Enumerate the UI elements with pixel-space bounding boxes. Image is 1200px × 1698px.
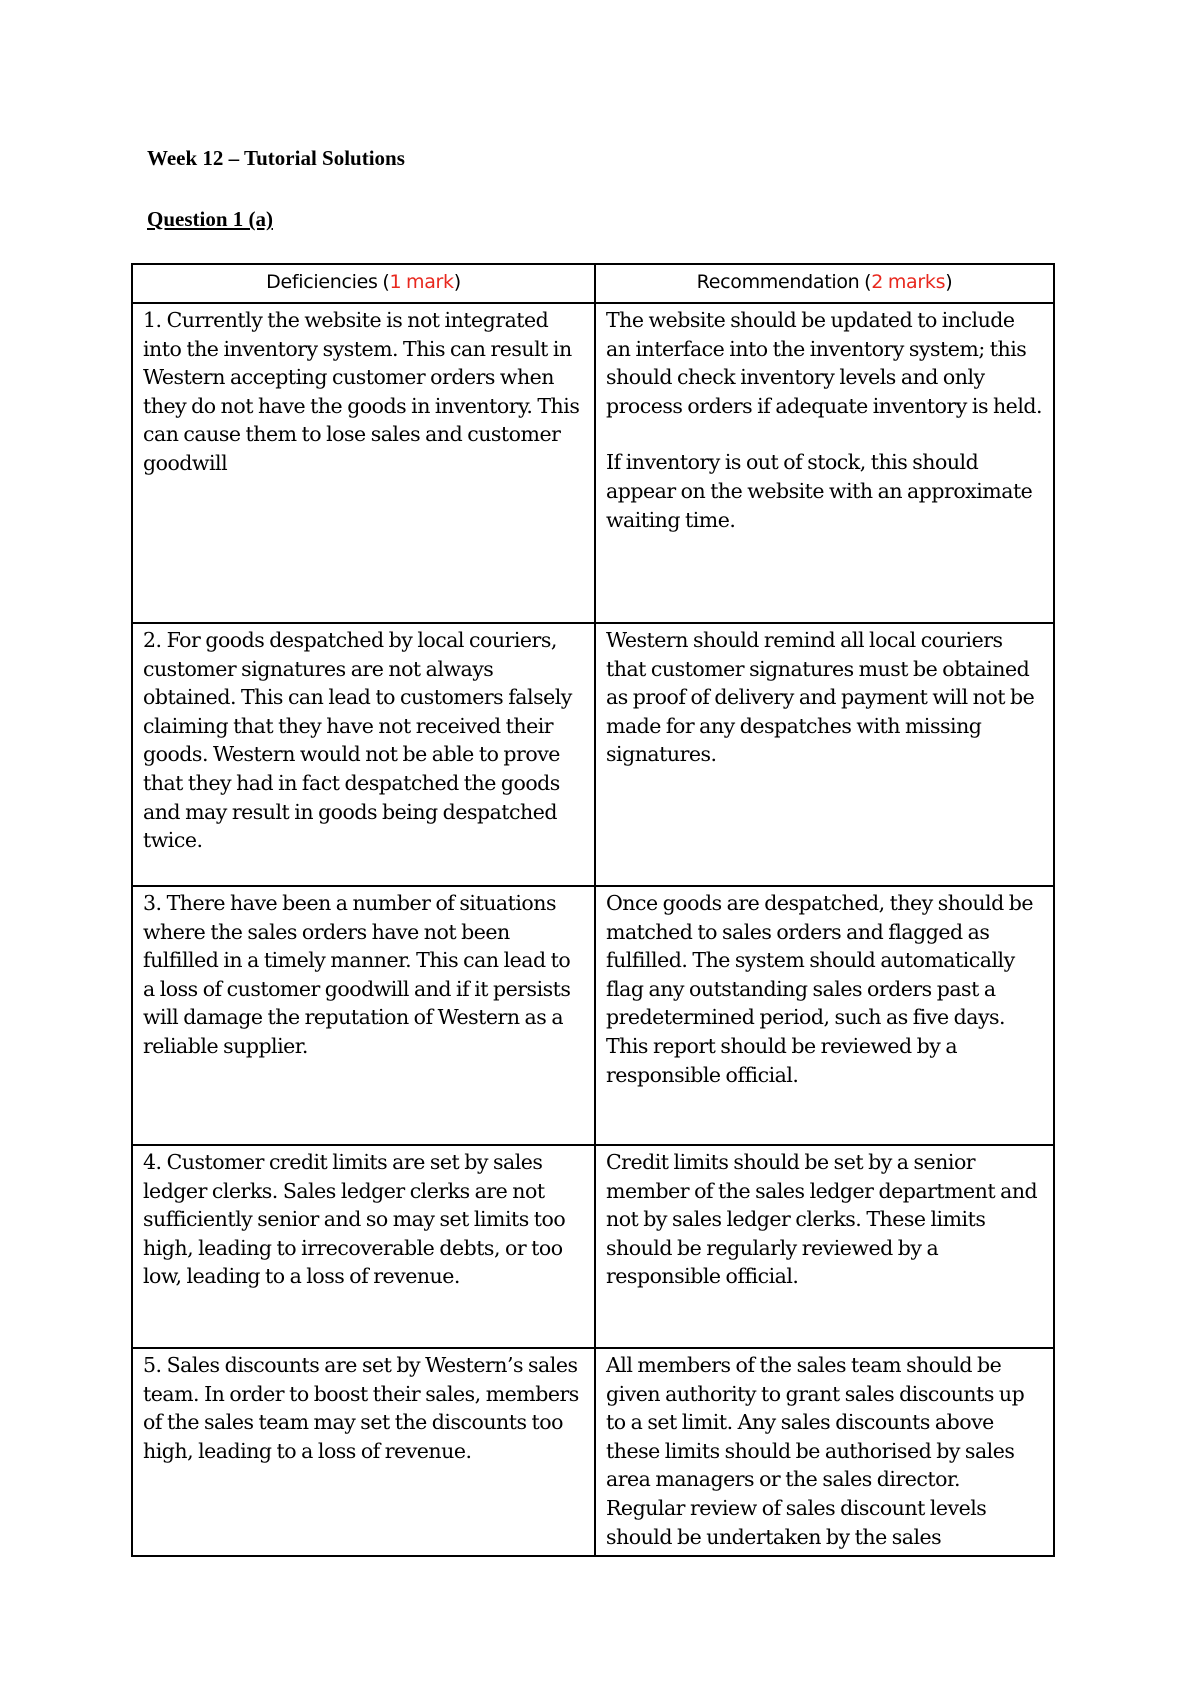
marks-badge: 2 marks <box>871 271 946 293</box>
recommendation-cell <box>595 886 1054 1145</box>
table-row <box>132 1348 1054 1556</box>
table-row <box>132 303 1054 623</box>
header-close-paren: ) <box>453 271 461 293</box>
header-label: Recommendation <box>696 271 860 293</box>
header-close-paren: ) <box>945 271 953 293</box>
deficiency-cell: 3. There have been a number of situations where the sales orders have not been fulfilled in a timely manner. This can lead to a loss of customer goodwill and if it persists will damage the reputation of Western as a reliable supplier. <box>132 886 595 1145</box>
table-header-row <box>132 264 1054 303</box>
marks-badge: 1 mark <box>389 271 454 293</box>
header-deficiencies <box>132 264 595 303</box>
table-row <box>132 1145 1054 1348</box>
page-title: Week 12 – Tutorial Solutions <box>147 146 405 170</box>
recommendation-paragraph: Credit limits should be set by a senior member of the sales ledger department and not by sales ledger clerks. These limits should be regularly reviewed by a responsible official. <box>606 1150 1038 1289</box>
recommendation-cell <box>595 1145 1054 1348</box>
question-heading: Question 1 (a) <box>147 207 273 231</box>
recommendation-paragraph: All members of the sales team should be given authority to grant sales discounts up to a set limit. Any sales discounts above these limits should be authorised by sales area managers or the sales director. Regular review of sales discount levels should be undertaken by the sales <box>606 1353 1025 1549</box>
deficiency-cell: 2. For goods despatched by local couriers, customer signatures are not always obtained. This can lead to customers falsely claiming that they have not received their goods. Western would not be able to prove that they had in fact despatched the goods and may result in goods being despatched twice. <box>132 623 595 886</box>
deficiency-cell: 1. Currently the website is not integrated into the inventory system. This can result in Western accepting customer orders when they do not have the goods in inventory. This can cause them to lose sales and customer goodwill <box>132 303 595 623</box>
header-label: Deficiencies <box>266 271 378 293</box>
recommendation-paragraph: If inventory is out of stock, this should appear on the website with an approximate waiting time. <box>606 450 1033 532</box>
deficiency-cell: 5. Sales discounts are set by Western’s sales team. In order to boost their sales, members of the sales team may set the discounts too high, leading to a loss of revenue. <box>132 1348 595 1556</box>
recommendation-cell <box>595 623 1054 886</box>
header-open-paren: ( <box>859 271 872 293</box>
recommendation-cell <box>595 1348 1054 1556</box>
table-row <box>132 623 1054 886</box>
header-open-paren: ( <box>377 271 390 293</box>
deficiency-cell: 4. Customer credit limits are set by sales ledger clerks. Sales ledger clerks are not sufficiently senior and so may set limits too high, leading to irrecoverable debts, or too low, leading to a loss of revenue. <box>132 1145 595 1348</box>
recommendation-paragraph: The website should be updated to include an interface into the inventory system; this should check inventory levels and only process orders if adequate inventory is held. <box>606 308 1043 418</box>
recommendation-paragraph: Western should remind all local couriers that customer signatures must be obtained as proof of delivery and payment will not be made for any despatches with missing signatures. <box>606 628 1035 767</box>
solutions-table <box>131 263 1055 1557</box>
recommendation-cell <box>595 303 1054 623</box>
header-recommendation <box>595 264 1054 303</box>
recommendation-paragraph: Once goods are despatched, they should be matched to sales orders and flagged as fulfilled. The system should automatically flag any outstanding sales orders past a predetermined period, such as five days. This report should be reviewed by a responsible official. <box>606 891 1033 1087</box>
table-row <box>132 886 1054 1145</box>
